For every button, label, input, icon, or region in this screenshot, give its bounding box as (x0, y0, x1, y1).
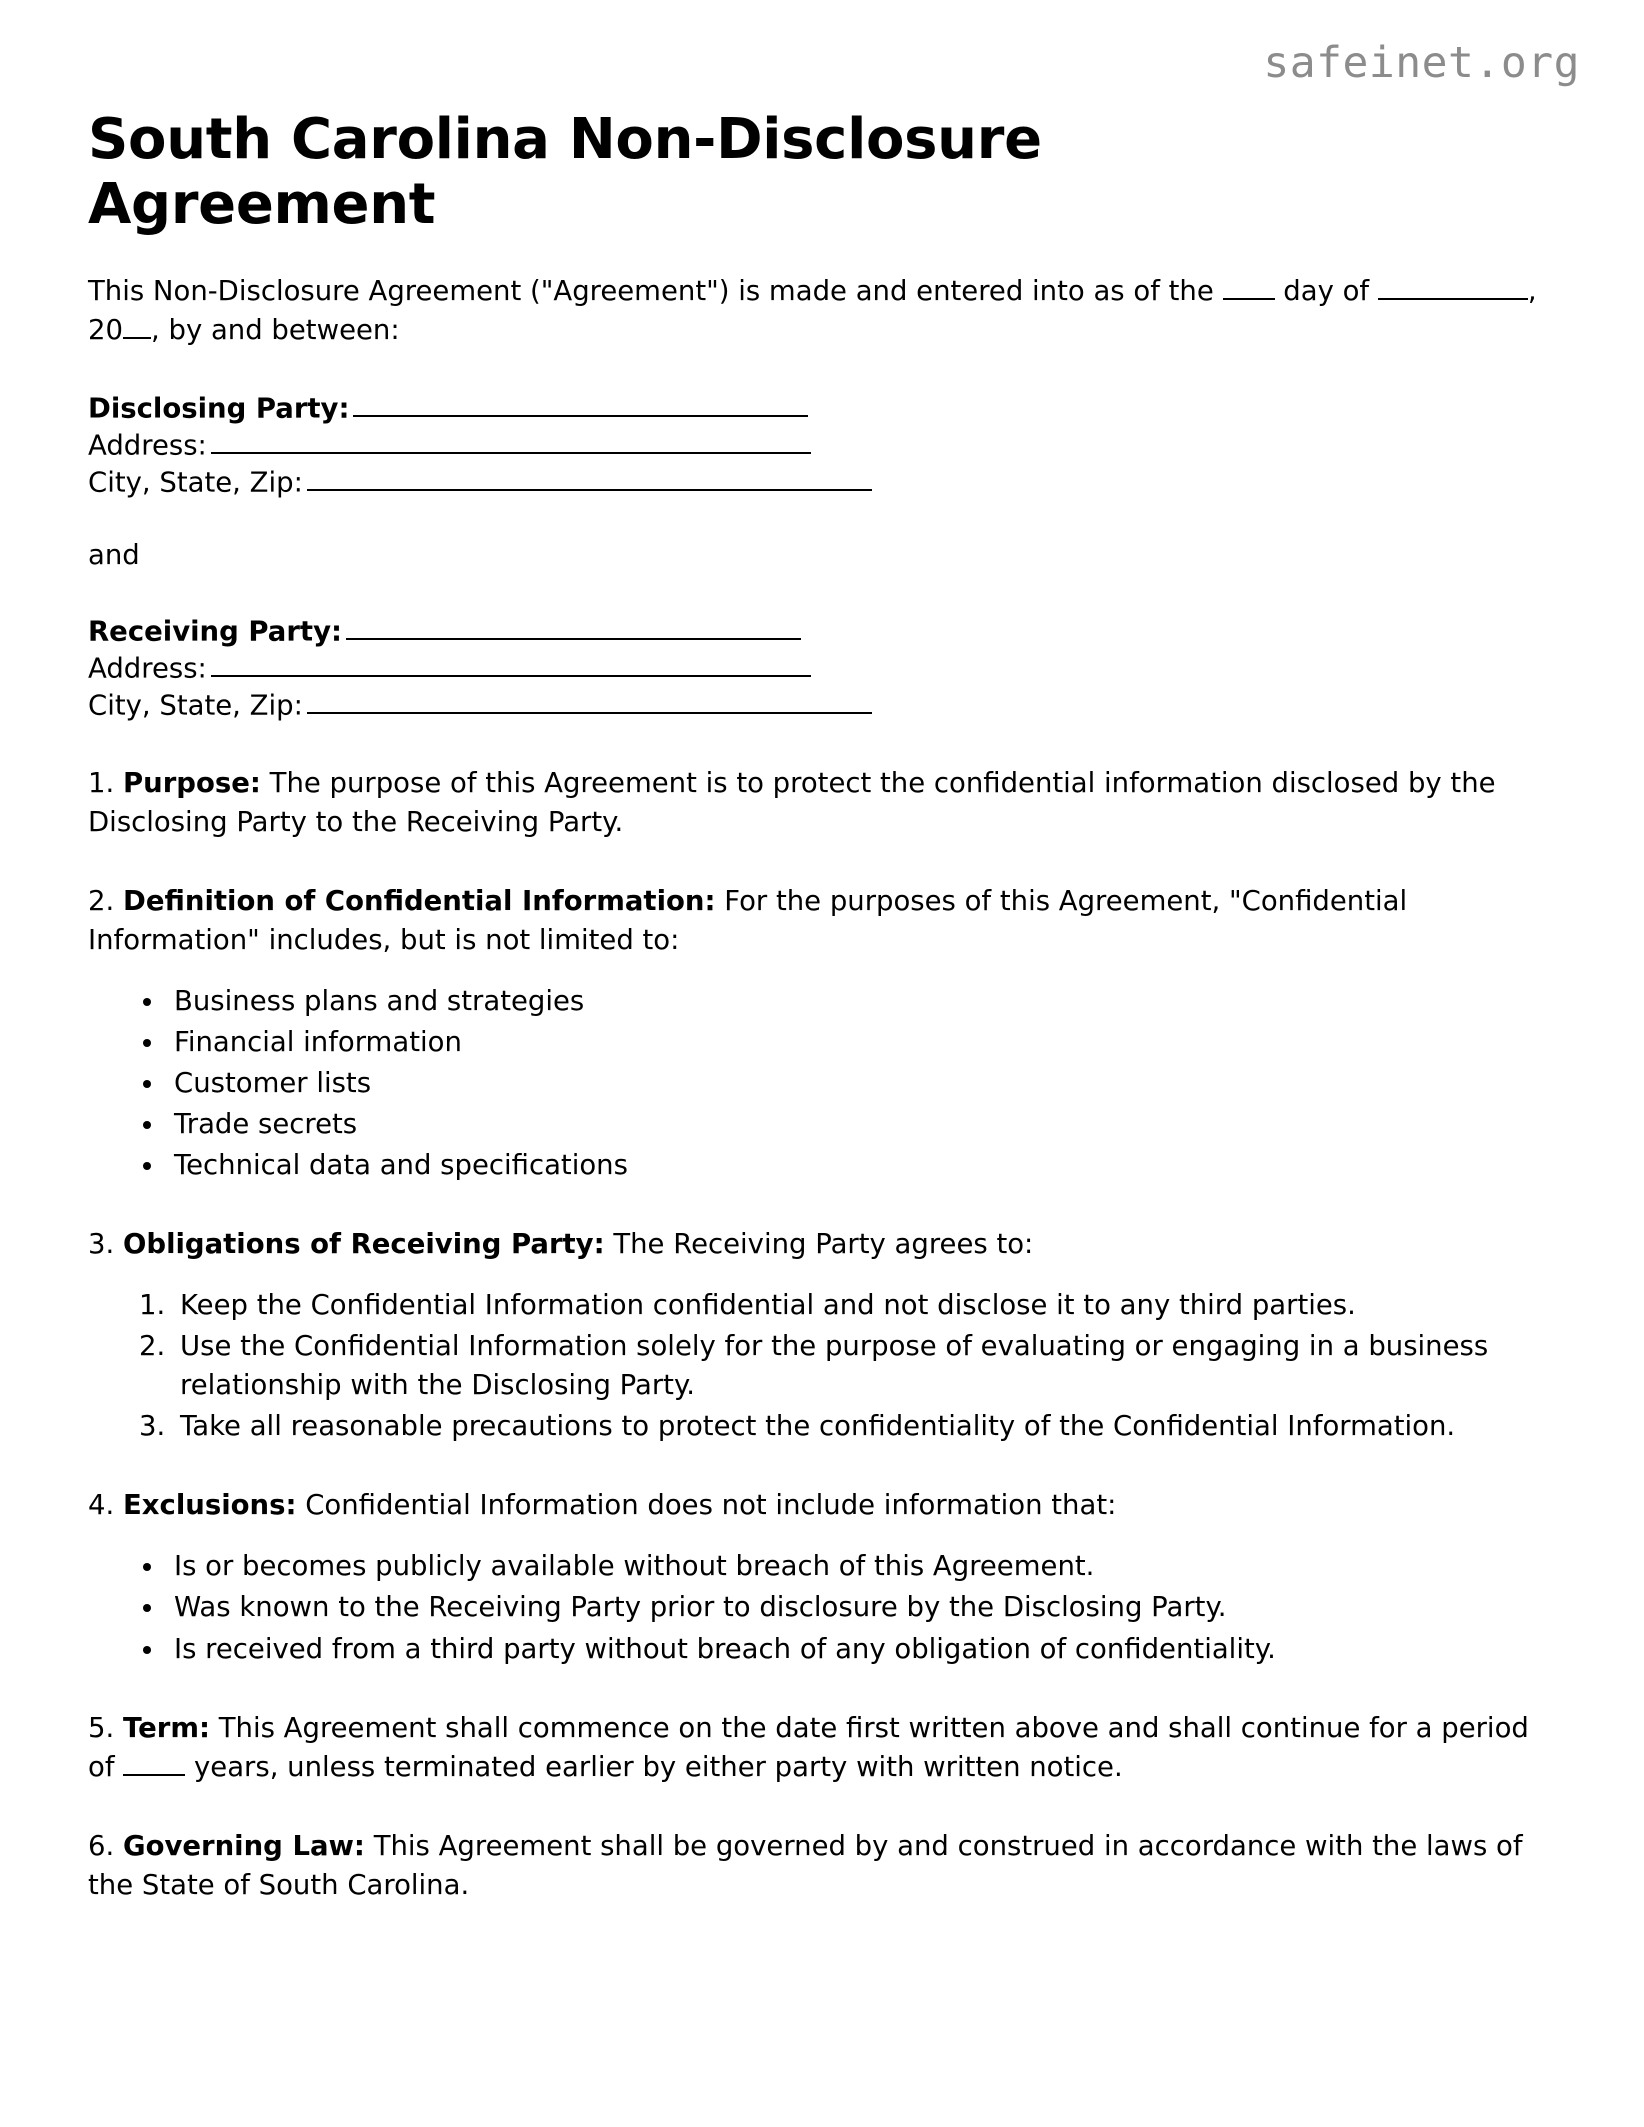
list-item: • Technical data and specifications (166, 1146, 1558, 1185)
disclosing-party-address-field[interactable] (211, 427, 811, 454)
section-obligations-body: The Receiving Party agrees to: (613, 1228, 1034, 1261)
section-term-number: 5. (88, 1711, 115, 1744)
month-blank (1378, 273, 1528, 300)
section-obligations-heading: Obligations of Receiving Party: (123, 1228, 605, 1261)
list-item: 1. Keep the Confidential Information confidential and not disclose it to any third parties. (174, 1286, 1558, 1325)
list-item: • Customer lists (166, 1064, 1558, 1103)
section-purpose-number: 1. (88, 766, 115, 799)
document-content (88, 108, 1558, 1905)
receiving-party-city-label: City, State, Zip: (88, 689, 303, 722)
site-watermark: safeinet.org (1263, 38, 1580, 88)
disclosing-party-name-label: Disclosing Party: (88, 392, 350, 425)
list-item: 2. Use the Confidential Information solely for the purpose of evaluating or engaging in a business relationship with the Disclosing Party. (174, 1327, 1558, 1405)
list-item: • Was known to the Receiving Party prior to disclosure by the Disclosing Party. (166, 1588, 1558, 1627)
conjunction-line: and (88, 538, 140, 571)
section-exclusions-heading: Exclusions: (123, 1489, 297, 1522)
day-blank (1223, 273, 1275, 300)
section-exclusions (88, 1486, 1558, 1525)
intro-text-part4: , by and between: (151, 313, 400, 346)
list-item: 3. Take all reasonable precautions to protect the confidentiality of the Confidential Information. (174, 1407, 1558, 1446)
receiving-party-city-row (88, 687, 1558, 724)
receiving-party-block (88, 613, 1558, 724)
intro-text-part2: day of (1283, 274, 1370, 307)
section-term (88, 1709, 1558, 1787)
section-obligations-number: 3. (88, 1228, 115, 1261)
list-item: • Trade secrets (166, 1105, 1558, 1144)
disclosing-party-city-label: City, State, Zip: (88, 466, 303, 499)
section-governing-law-heading: Governing Law: (123, 1829, 365, 1862)
receiving-party-address-label: Address: (88, 652, 207, 685)
section-governing-law (88, 1827, 1558, 1905)
page-title: South Carolina Non-Disclosure Agreement (88, 107, 1042, 237)
section-obligations (88, 1225, 1558, 1264)
list-item: • Is or becomes publicly available without breach of this Agreement. (166, 1547, 1558, 1586)
section-purpose (88, 764, 1558, 842)
section-exclusions-body: Confidential Information does not include information that: (305, 1489, 1117, 1522)
intro-paragraph (88, 272, 1558, 350)
disclosing-party-city-row (88, 464, 1558, 501)
section-term-heading: Term: (123, 1711, 210, 1744)
section-definition-body: For the purposes of this Agreement, "Confidential Information" includes, but is not limited to: (88, 884, 1408, 956)
receiving-party-address-row (88, 650, 1558, 687)
disclosing-party-name-row (88, 390, 1558, 427)
section-governing-law-body: This Agreement shall be governed by and construed in accordance with the laws of the State of South Carolina. (88, 1829, 1523, 1901)
section-governing-law-number: 6. (88, 1829, 115, 1862)
obligations-list (88, 1286, 1558, 1446)
disclosing-party-name-field[interactable] (353, 390, 808, 417)
disclosing-party-address-label: Address: (88, 429, 207, 462)
section-purpose-heading: Purpose: (123, 766, 261, 799)
receiving-party-city-field[interactable] (307, 687, 872, 714)
section-exclusions-number: 4. (88, 1489, 115, 1522)
section-definition-number: 2. (88, 884, 115, 917)
section-term-body-before: This Agreement shall commence on the date first written above and shall continue for a period of (88, 1711, 1529, 1783)
intro-text-part1: This Non-Disclosure Agreement ("Agreement") is made and entered into as of the (88, 274, 1214, 307)
receiving-party-address-field[interactable] (211, 650, 811, 677)
intro-text-part3: , 20 (88, 274, 1537, 346)
receiving-party-name-row (88, 613, 1558, 650)
disclosing-party-city-field[interactable] (307, 464, 872, 491)
disclosing-party-address-row (88, 427, 1558, 464)
confidential-information-list (88, 982, 1558, 1185)
list-item: • Is received from a third party without breach of any obligation of confidentiality. (166, 1630, 1558, 1669)
section-definition (88, 882, 1558, 960)
section-purpose-body: The purpose of this Agreement is to protect the confidential information disclosed by the Disclosing Party to the Receiving Party. (88, 766, 1496, 838)
term-years-blank[interactable] (123, 1749, 185, 1776)
list-item: • Business plans and strategies (166, 982, 1558, 1021)
year-blank (123, 312, 151, 339)
receiving-party-name-label: Receiving Party: (88, 615, 342, 648)
list-item: • Financial information (166, 1023, 1558, 1062)
section-term-body-after: years, unless terminated earlier by either party with written notice. (194, 1750, 1123, 1783)
exclusions-list (88, 1547, 1558, 1668)
receiving-party-name-field[interactable] (346, 613, 801, 640)
section-definition-heading: Definition of Confidential Information: (123, 884, 716, 917)
disclosing-party-block (88, 390, 1558, 501)
